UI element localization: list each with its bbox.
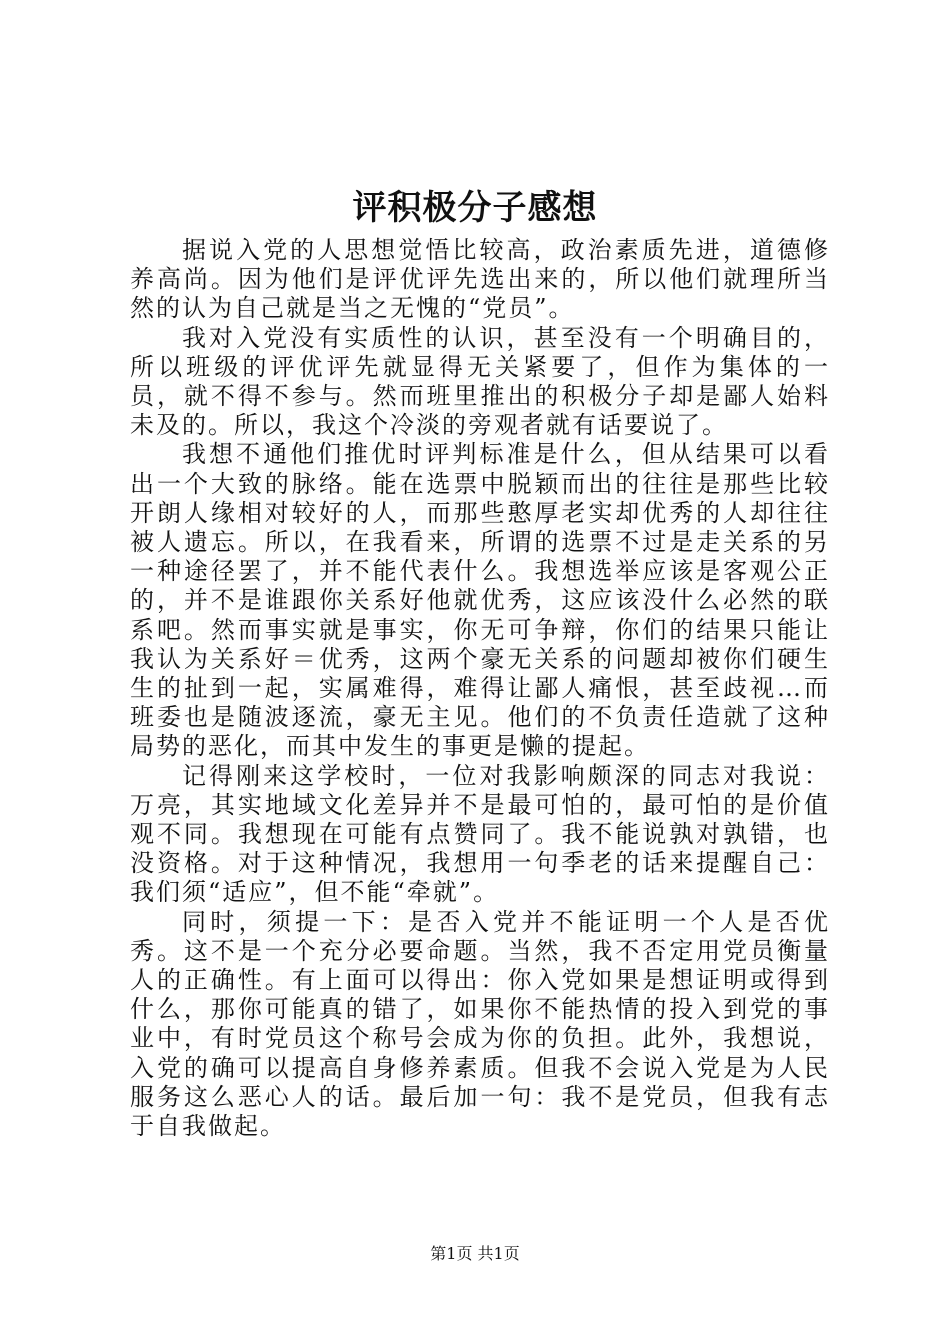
paragraph: 我想不通他们推优时评判标准是什么，但从结果可以看出一个大致的脉络。能在选票中脱颖而出的往往是那些比较开朗人缘相对较好的人，而那些憨厚老实却优秀的人却往往被人遗忘。所以，在我看来，所谓的选票不过是走关系的另一种途径罢了，并不能代表什么。我想选举应该是客观公正的，并不是谁跟你关系好他就优秀，这应该没什么必然的联系吧。然而事实就是事实，你无可争辩，你们的结果只能让我认为关系好＝优秀，这两个豪无关系的问题却被你们硬生生的扯到一起，实属难得，难得让鄙人痛恨，甚至歧视…而班委也是随波逐流，豪无主见。他们的不负责任造就了这种局势的恶化，而其中发生的事更是懒的提起。 — [130, 440, 830, 761]
paragraph: 据说入党的人思想觉悟比较高，政治素质先进，道德修养高尚。因为他们是评优评先选出来的，所以他们就理所当然的认为自己就是当之无愧的“党员”。 — [130, 236, 830, 323]
document-body — [130, 236, 830, 1141]
paragraph: 记得刚来这学校时，一位对我影响颇深的同志对我说：万亮，其实地域文化差异并不是最可怕的，最可怕的是价值观不同。我想现在可能有点赞同了。我不能说孰对孰错，也没资格。对于这种情况，我想用一句季老的话来提醒自己：我们须“适应”，但不能“牵就”。 — [130, 761, 830, 907]
page-number-footer: 第1页 共1页 — [430, 1244, 520, 1263]
document-title: 评积极分子感想 — [352, 188, 598, 228]
paragraph: 同时，须提一下：是否入党并不能证明一个人是否优秀。这不是一个充分必要命题。当然，我不否定用党员衡量人的正确性。有上面可以得出：你入党如果是想证明或得到什么，那你可能真的错了，如果你不能热情的投入到党的事业中，有时党员这个称号会成为你的负担。此外，我想说，入党的确可以提高自身修养素质。但我不会说入党是为人民服务这么恶心人的话。最后加一句：我不是党员，但我有志于自我做起。 — [130, 907, 830, 1141]
paragraph: 我对入党没有实质性的认识，甚至没有一个明确目的，所以班级的评优评先就显得无关紧要了，但作为集体的一员，就不得不参与。然而班里推出的积极分子却是鄙人始料未及的。所以，我这个冷淡的旁观者就有话要说了。 — [130, 323, 830, 440]
